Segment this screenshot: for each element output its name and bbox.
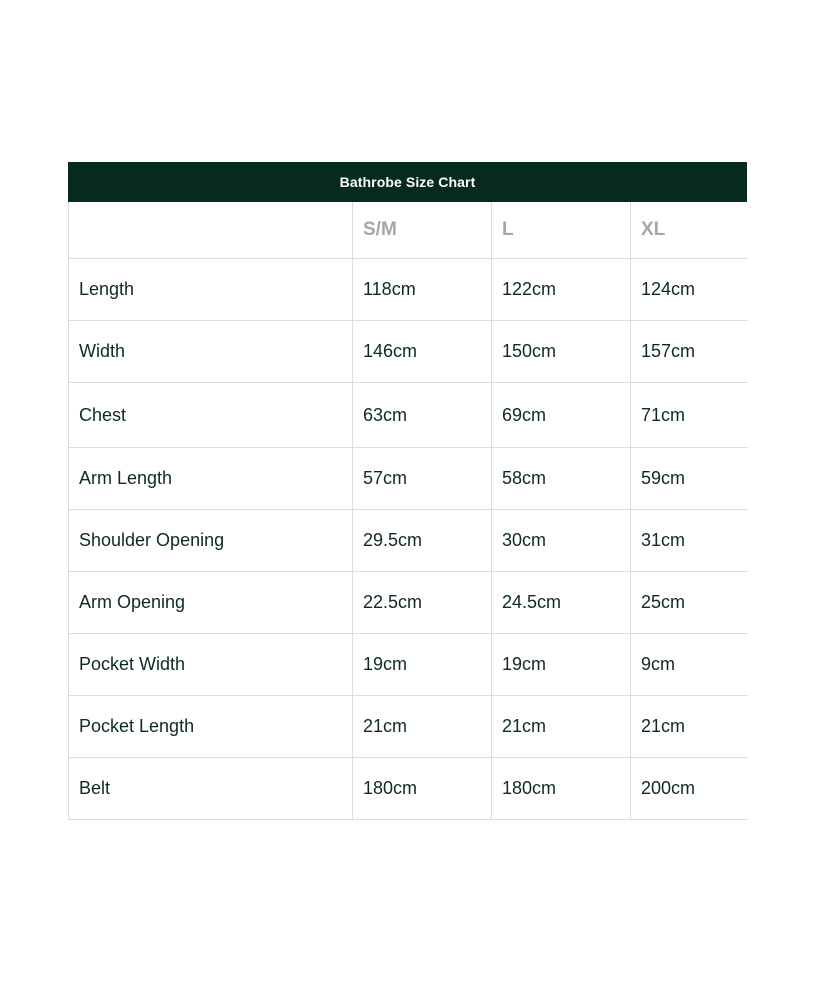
row-label: Width xyxy=(69,321,353,383)
row-label: Arm Opening xyxy=(69,572,353,634)
table-row xyxy=(69,696,748,758)
header-cell-sm: S/M xyxy=(353,202,492,259)
cell-value: 150cm xyxy=(492,321,631,383)
cell-value: 124cm xyxy=(631,259,748,321)
cell-value: 21cm xyxy=(492,696,631,758)
cell-value: 71cm xyxy=(631,383,748,448)
row-label: Length xyxy=(69,259,353,321)
table-row xyxy=(69,634,748,696)
table-row xyxy=(69,448,748,510)
table-row xyxy=(69,758,748,820)
cell-value: 30cm xyxy=(492,510,631,572)
header-cell-l: L xyxy=(492,202,631,259)
cell-value: 22.5cm xyxy=(353,572,492,634)
cell-value: 24.5cm xyxy=(492,572,631,634)
cell-value: 19cm xyxy=(353,634,492,696)
size-table xyxy=(68,202,748,820)
cell-value: 118cm xyxy=(353,259,492,321)
table-row xyxy=(69,259,748,321)
cell-value: 63cm xyxy=(353,383,492,448)
chart-title: Bathrobe Size Chart xyxy=(68,162,747,202)
cell-value: 59cm xyxy=(631,448,748,510)
cell-value: 122cm xyxy=(492,259,631,321)
cell-value: 29.5cm xyxy=(353,510,492,572)
table-row xyxy=(69,383,748,448)
cell-value: 31cm xyxy=(631,510,748,572)
row-label: Arm Length xyxy=(69,448,353,510)
row-label: Chest xyxy=(69,383,353,448)
size-chart xyxy=(68,162,747,820)
cell-value: 180cm xyxy=(492,758,631,820)
size-header-row xyxy=(69,202,748,259)
cell-value: 19cm xyxy=(492,634,631,696)
cell-value: 21cm xyxy=(631,696,748,758)
header-cell-xl: XL xyxy=(631,202,748,259)
cell-value: 58cm xyxy=(492,448,631,510)
header-cell-empty xyxy=(69,202,353,259)
cell-value: 9cm xyxy=(631,634,748,696)
table-row xyxy=(69,572,748,634)
cell-value: 200cm xyxy=(631,758,748,820)
cell-value: 180cm xyxy=(353,758,492,820)
row-label: Pocket Length xyxy=(69,696,353,758)
row-label: Shoulder Opening xyxy=(69,510,353,572)
table-row xyxy=(69,510,748,572)
cell-value: 69cm xyxy=(492,383,631,448)
row-label: Pocket Width xyxy=(69,634,353,696)
table-row xyxy=(69,321,748,383)
cell-value: 21cm xyxy=(353,696,492,758)
cell-value: 157cm xyxy=(631,321,748,383)
cell-value: 25cm xyxy=(631,572,748,634)
cell-value: 57cm xyxy=(353,448,492,510)
row-label: Belt xyxy=(69,758,353,820)
cell-value: 146cm xyxy=(353,321,492,383)
